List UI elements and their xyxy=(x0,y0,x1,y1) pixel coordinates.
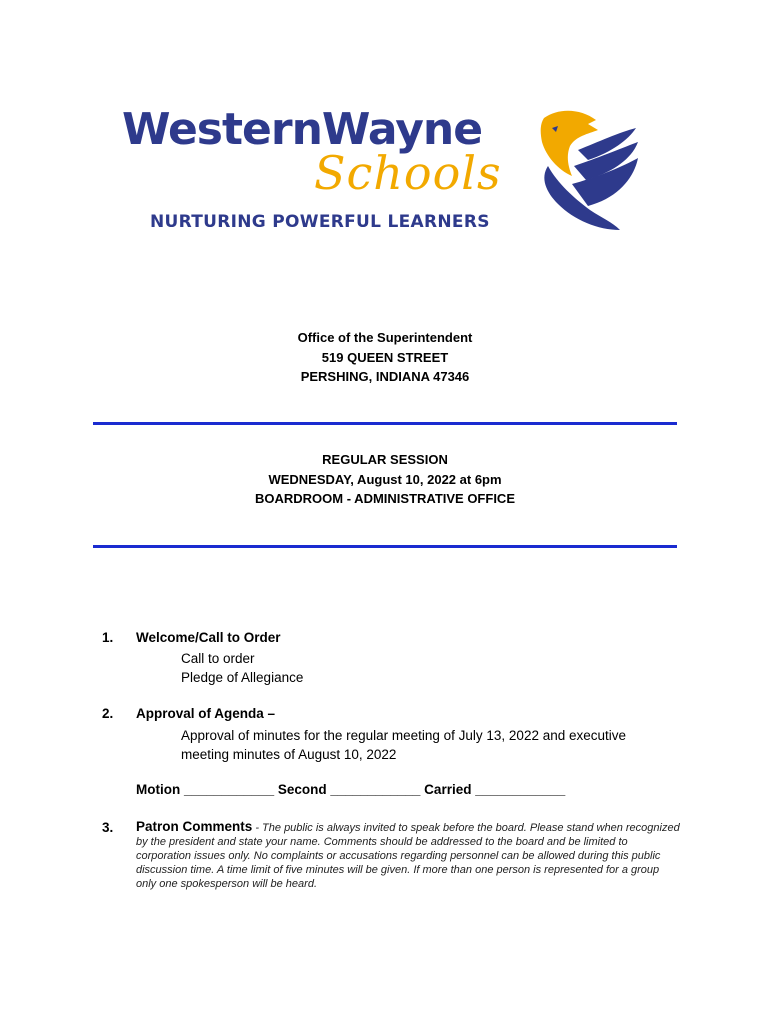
office-name: Office of the Superintendent xyxy=(297,330,473,345)
item-number: 2. xyxy=(102,706,114,721)
session-type: REGULAR SESSION xyxy=(322,452,448,467)
item-subline: Pledge of Allegiance xyxy=(181,670,304,685)
school-logo xyxy=(118,100,638,240)
city-state-zip: PERSHING, INDIANA 47346 xyxy=(300,369,470,384)
item-title: Approval of Agenda – xyxy=(136,706,276,721)
item-subline: meeting minutes of August 10, 2022 xyxy=(181,747,397,762)
session-location: BOARDROOM - ADMINISTRATIVE OFFICE xyxy=(255,491,515,506)
motion-second-carried-line: Motion ____________ Second ____________ Carried ____________ xyxy=(136,782,566,797)
session-date: WEDNESDAY, August 10, 2022 at 6pm xyxy=(268,471,502,487)
item-number: 3. xyxy=(102,820,114,835)
office-address-block xyxy=(0,328,770,387)
item-number: 1. xyxy=(102,630,114,645)
bottom-divider xyxy=(93,545,677,548)
item-subline: Call to order xyxy=(181,651,255,666)
eagle-shield-icon xyxy=(528,106,640,234)
logo-tagline: NURTURING POWERFUL LEARNERS xyxy=(150,212,490,232)
item-subline: Approval of minutes for the regular meeting of July 13, 2022 and executive xyxy=(181,728,627,743)
logo-script-text: Schools xyxy=(314,146,502,200)
street-address: 519 QUEEN STREET xyxy=(321,349,449,365)
logo-wordmark: WesternWayne xyxy=(122,104,483,155)
top-divider xyxy=(93,422,677,425)
session-info-block xyxy=(0,450,770,509)
item-title: Welcome/Call to Order xyxy=(136,630,281,645)
patron-comments-text: - The public is always invited to speak before the board. Please stand when recognized by the president and state your name. Comments should be addressed to the board and be limited to corporation issues only. No complaints or accusations regarding personnel can be allowed during this public discussion time. A time limit of five minutes will be given. If more than one person is represented for a group only one spokesperson will be heard. xyxy=(136,822,680,890)
item-title: Patron Comments xyxy=(136,819,253,834)
patron-comments-paragraph xyxy=(136,820,681,891)
